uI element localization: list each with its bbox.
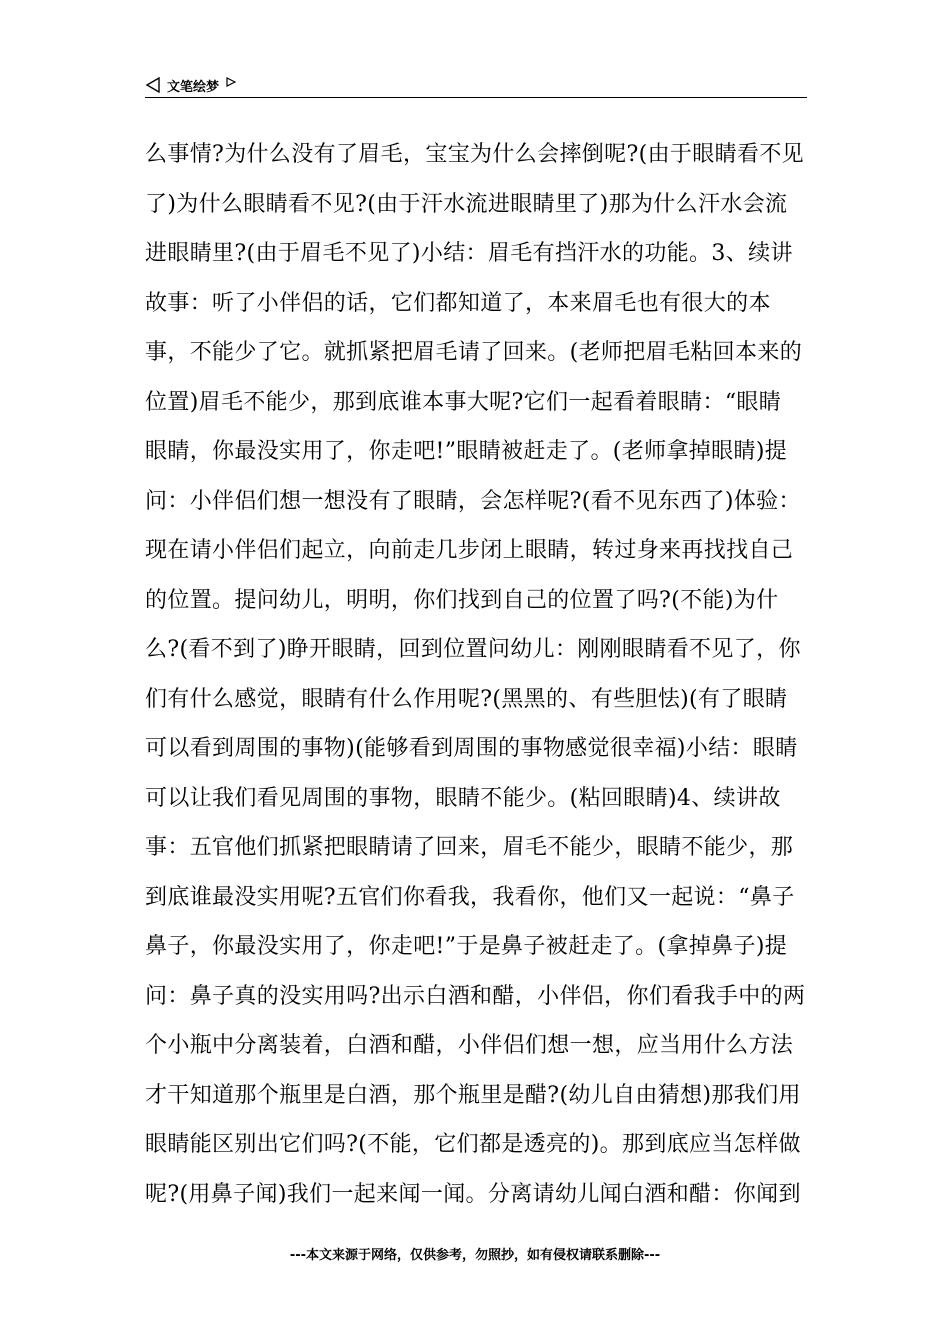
text-line: 故事：听了小伴侣的话，它们都知道了，本来眉毛也有很大的本 xyxy=(145,290,771,316)
text-line: 么事情?为什么没有了眉毛，宝宝为什么会摔倒呢?(由于眼睛看不见 xyxy=(145,142,805,167)
document-body xyxy=(145,130,809,1219)
text-line: 问：小伴侣们想一想没有了眼睛，会怎样呢?(看不见东西了)体验： xyxy=(145,488,801,514)
text-line: 才干知道那个瓶里是白酒，那个瓶里是醋?(幼儿自由猜想)那我们用 xyxy=(145,1082,801,1108)
text-line: 呢?(用鼻子闻)我们一起来闻一闻。分离请幼儿闻白酒和醋：你闻到 xyxy=(145,1181,801,1207)
text-line: 问：鼻子真的没实用吗?出示白酒和醋，小伴侣，你们看我手中的两 xyxy=(145,983,806,1009)
text-line: 了)为什么眼睛看不见?(由于汗水流进眼睛里了)那为什么汗水会流 xyxy=(145,191,788,217)
header-title: 文笔绘梦 xyxy=(167,79,220,95)
text-line: 到底谁最没实用呢?五官们你看我，我看你，他们又一起说：“鼻子 xyxy=(145,884,795,910)
text-line: 位置)眉毛不能少，那到底谁本事大呢?它们一起看着眼睛：“眼睛 xyxy=(145,389,782,415)
text-line: 鼻子，你最没实用了，你走吧!”于是鼻子被赶走了。(拿掉鼻子)提 xyxy=(145,934,788,959)
text-line: 眼睛，你最没实用了，你走吧!”眼睛被赶走了。(老师拿掉眼睛)提 xyxy=(145,439,788,464)
text-line: 的位置。提问幼儿，明明，你们找到自己的位置了吗?(不能)为什 xyxy=(145,587,779,613)
triangle-left-icon xyxy=(145,77,161,93)
page-footer-disclaimer: ---本文来源于网络，仅供参考，勿照抄，如有侵权请联系删除--- xyxy=(289,1248,661,1263)
text-line: 眼睛能区别出它们吗?(不能，它们都是透亮的)。那到底应当怎样做 xyxy=(145,1132,801,1157)
text-line: 么?(看不到了)睁开眼睛，回到位置问幼儿：刚刚眼睛看不见了，你 xyxy=(145,637,801,662)
text-line: 们有什么感觉，眼睛有什么作用呢?(黑黑的、有些胆怯)(有了眼睛 xyxy=(145,686,788,712)
text-line: 可以看到周围的事物)(能够看到周围的事物感觉很幸福)小结：眼睛 xyxy=(145,736,798,761)
text-line: 可以让我们看见周围的事物，眼睛不能少。(粘回眼睛)4、续讲故 xyxy=(145,785,781,811)
text-line: 事：五官他们抓紧把眼睛请了回来，眉毛不能少，眼睛不能少，那 xyxy=(145,835,794,860)
text-line: 事，不能少了它。就抓紧把眉毛请了回来。(老师把眉毛粘回本来的 xyxy=(145,340,803,365)
header-divider xyxy=(145,97,807,98)
text-line: 进眼睛里?(由于眉毛不见了)小结：眉毛有挡汗水的功能。3、续讲 xyxy=(145,241,793,266)
page-header xyxy=(145,73,807,97)
triangle-right-icon xyxy=(226,77,236,87)
text-line: 现在请小伴侣们起立，向前走几步闭上眼睛，转过身来再找找自己 xyxy=(145,538,794,563)
text-line: 个小瓶中分离装着，白酒和醋，小伴侣们想一想，应当用什么方法 xyxy=(145,1033,794,1058)
